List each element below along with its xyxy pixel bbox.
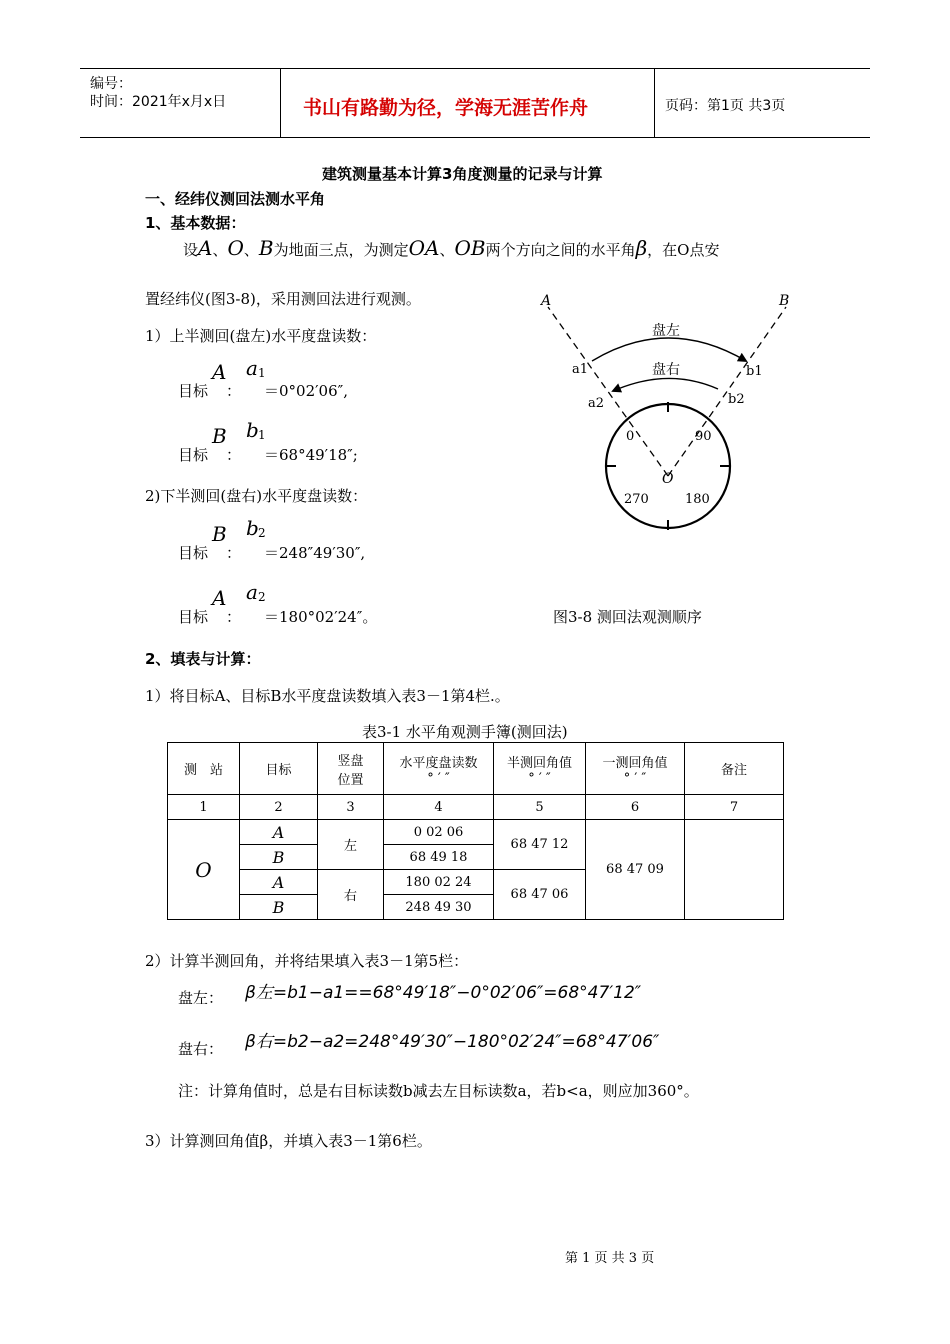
- left-reading-heading: 1）上半测回(盘左)水平度盘读数：: [145, 327, 377, 345]
- th-station: 测 站: [168, 743, 240, 795]
- th-vertical: [318, 743, 384, 795]
- reading-a1-value: ＝0°02′06″,: [264, 382, 348, 400]
- th-half-2: ° ′ ″: [528, 770, 551, 786]
- target-cell: A: [240, 820, 318, 845]
- step-2: 2）计算半测回角，并将结果填入表3－1第5栏：: [145, 952, 469, 970]
- station-cell: O: [168, 820, 240, 920]
- reading-b2-target: B: [212, 522, 227, 546]
- full-angle-cell: 68 47 09: [586, 820, 685, 920]
- reading-b2-label: 目标: [178, 544, 209, 562]
- note-cell: [685, 820, 784, 920]
- fig-scale-90: 90: [695, 429, 712, 444]
- reading-a1-colon: ：: [226, 382, 242, 400]
- reading-a1-symbol: a: [246, 356, 258, 380]
- doc-title: 建筑测量基本计算3角度测量的记录与计算: [322, 165, 603, 183]
- target-cell: B: [240, 845, 318, 870]
- beta-symbol: β: [635, 236, 648, 260]
- reading-a2-target: A: [212, 586, 227, 610]
- reading-cell: 180 02 24: [384, 870, 494, 895]
- th-note: 备注: [685, 743, 784, 795]
- target-cell: B: [240, 895, 318, 920]
- right-reading-heading: 2)下半测回(盘右)水平度盘读数：: [145, 487, 368, 505]
- doc-time: 时间：2021年x月x日: [90, 94, 227, 110]
- arc-pan-you: [613, 378, 718, 391]
- th-reading-1: 水平度盘读数: [399, 755, 478, 771]
- reading-a2-colon: ：: [226, 608, 242, 626]
- figure-caption: 图3-8 测回法观测顺序: [553, 608, 702, 626]
- reading-b1-value: ＝68°49′18″;: [264, 446, 358, 464]
- reading-b1-index: 1: [258, 428, 266, 442]
- position-right-cell: 右: [318, 870, 384, 920]
- doc-code: 编号：: [90, 76, 132, 92]
- point-o: O: [227, 236, 244, 260]
- reading-cell: 248 49 30: [384, 895, 494, 920]
- reading-a2-value: ＝180°02′24″。: [264, 608, 378, 626]
- intro-text-c: 两个方向之间的水平角: [485, 241, 636, 259]
- col-num-2: 2: [240, 795, 318, 820]
- step-3: 3）计算测回角值β，并填入表3－1第6栏。: [145, 1132, 432, 1150]
- subsection-2-heading: 2、填表与计算：: [145, 650, 261, 668]
- reading-b1-colon: ：: [226, 446, 242, 464]
- fig-label-b: B: [779, 293, 790, 309]
- section-1-heading: 一、经纬仪测回法测水平角: [145, 190, 326, 208]
- reading-a1-target: A: [212, 360, 227, 384]
- table-header-row: [168, 743, 784, 795]
- reading-a1-label: 目标: [178, 382, 209, 400]
- col-num-7: 7: [685, 795, 784, 820]
- point-b: B: [258, 236, 274, 260]
- fig-scale-0: 0: [626, 429, 635, 444]
- note-text: 注：计算角值时，总是右目标读数b减去左目标读数a，若b<a，则应加360°。: [178, 1082, 699, 1100]
- col-num-6: 6: [586, 795, 685, 820]
- th-vertical-1: 竖盘: [337, 753, 364, 769]
- col-num-5: 5: [494, 795, 586, 820]
- reading-b1-symbol: b: [246, 418, 259, 442]
- sep-3: 、: [439, 241, 455, 259]
- reading-a2-label: 目标: [178, 608, 209, 626]
- position-left-cell: 左: [318, 820, 384, 870]
- reading-b2-value: ＝248″49′30″,: [264, 544, 366, 562]
- th-reading-2: ° ′ ″: [427, 770, 450, 786]
- intro-text-d: ，在O点安: [647, 241, 720, 259]
- col-num-4: 4: [384, 795, 494, 820]
- half-right-cell: 68 47 06: [494, 870, 586, 920]
- reading-a2-index: 2: [258, 590, 266, 604]
- formula-right: β右=b2−a2=248°49′30″−180°02′24″=68°47′06″: [245, 1032, 660, 1052]
- intro-text-a: 设: [183, 241, 199, 259]
- reading-cell: 0 02 06: [384, 820, 494, 845]
- reading-a2-symbol: a: [246, 580, 258, 604]
- page-number: 页码：第1页 共3页: [665, 98, 786, 114]
- formula-left: β左=b1−a1==68°49′18″−0°02′06″=68°47′12″: [245, 983, 642, 1003]
- point-a: A: [198, 236, 213, 260]
- step-1: 1）将目标A、目标B水平度盘读数填入表3－1第4栏.。: [145, 687, 510, 705]
- page-header: [80, 68, 870, 138]
- table-caption: 表3-1 水平角观测手簿(测回法): [362, 723, 568, 741]
- table-row: [168, 820, 784, 845]
- col-num-1: 1: [168, 795, 240, 820]
- header-motto-cell: [280, 69, 655, 137]
- subsection-1-heading: 1、基本数据：: [145, 214, 246, 232]
- fig-label-b1: b1: [746, 364, 763, 379]
- pan-you-label: 盘右：: [178, 1040, 224, 1058]
- horizontal-circle: [606, 404, 730, 528]
- intro-line-1: [183, 236, 719, 260]
- th-full: [586, 743, 685, 795]
- th-full-2: ° ′ ″: [623, 770, 647, 786]
- reading-b2-colon: ：: [226, 544, 242, 562]
- th-vertical-2: 位置: [337, 772, 364, 788]
- fig-scale-270: 270: [624, 492, 649, 507]
- motto: 书山有路勤为径，学海无涯苦作舟: [303, 97, 589, 119]
- intro-line-2: 置经纬仪(图3-8)，采用测回法进行观测。: [145, 290, 421, 308]
- reading-b1: [178, 420, 478, 466]
- target-cell: A: [240, 870, 318, 895]
- th-reading: [384, 743, 494, 795]
- fig-label-pan-you: 盘右: [652, 362, 680, 378]
- pan-zuo-label: 盘左：: [178, 989, 224, 1007]
- th-target: 目标: [240, 743, 318, 795]
- half-left-cell: 68 47 12: [494, 820, 586, 870]
- arc-pan-zuo: [592, 338, 746, 361]
- table-number-row: [168, 795, 784, 820]
- line-ob: OB: [454, 236, 486, 260]
- intro-text-b: 为地面三点，为测定: [273, 241, 409, 259]
- reading-b2-index: 2: [258, 526, 266, 540]
- reading-b2-symbol: b: [246, 516, 259, 540]
- figure-3-8: [520, 285, 810, 530]
- fig-label-a2: a2: [588, 396, 605, 411]
- th-half-1: 半测回角值: [506, 755, 572, 771]
- sep-2: 、: [243, 241, 259, 259]
- fig-label-a: A: [541, 293, 552, 309]
- th-full-1: 一测回角值: [602, 755, 668, 771]
- reading-a1-index: 1: [258, 366, 266, 380]
- header-left-cell: [80, 69, 280, 137]
- page-footer: 第 1 页 共 3 页: [565, 1251, 655, 1266]
- fig-scale-180: 180: [685, 492, 710, 507]
- sep-1: 、: [212, 241, 228, 259]
- reading-a2: [178, 582, 478, 628]
- line-oa: OA: [408, 236, 440, 260]
- fig-label-pan-zuo: 盘左: [652, 323, 680, 339]
- reading-b1-label: 目标: [178, 446, 209, 464]
- reading-b1-target: B: [212, 424, 227, 448]
- observation-table: [167, 742, 784, 920]
- col-num-3: 3: [318, 795, 384, 820]
- fig-label-b2: b2: [728, 392, 745, 407]
- fig-label-o: O: [662, 471, 674, 487]
- reading-cell: 68 49 18: [384, 845, 494, 870]
- reading-a1: [178, 358, 478, 404]
- reading-b2: [178, 518, 478, 564]
- th-half: [494, 743, 586, 795]
- fig-label-a1: a1: [572, 362, 589, 377]
- header-right-cell: [655, 69, 870, 137]
